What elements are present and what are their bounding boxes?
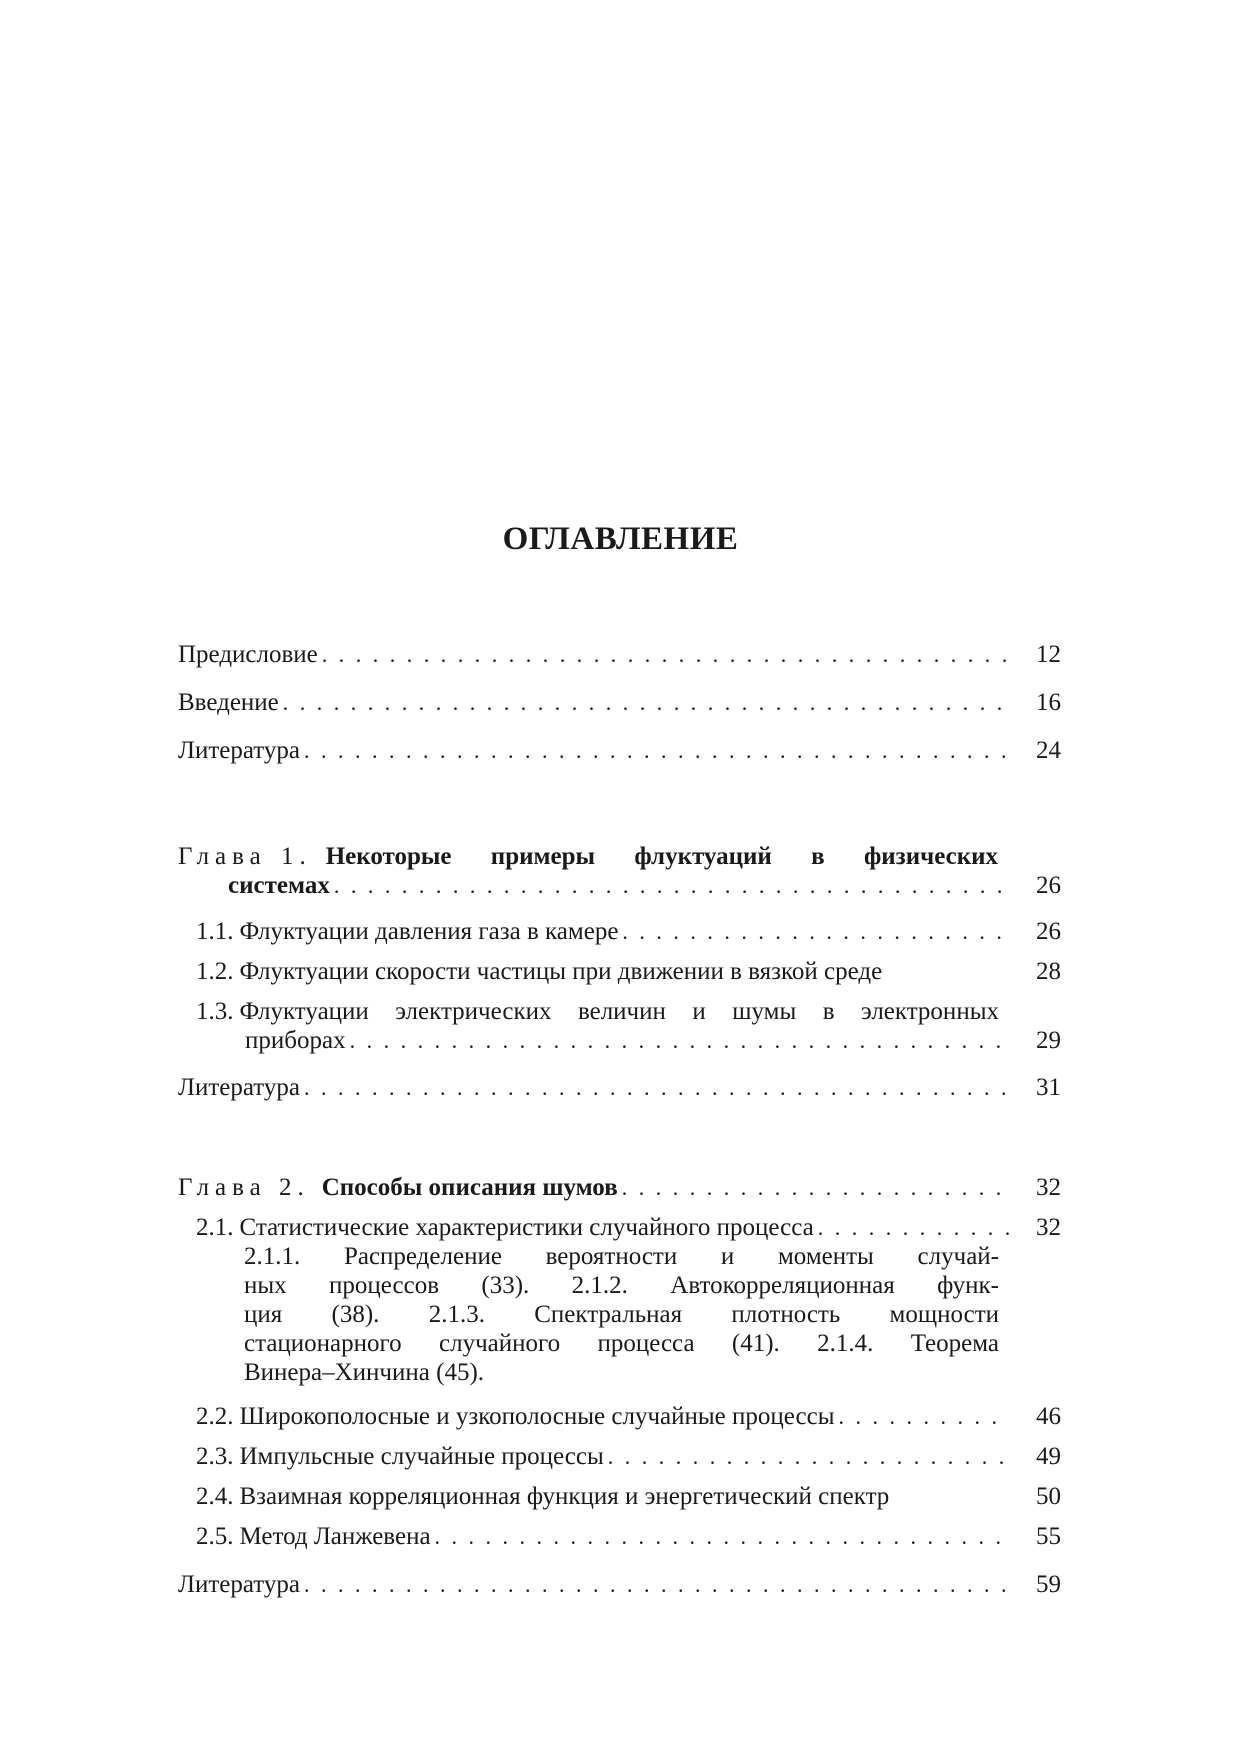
- page-number: 16: [1036, 689, 1061, 716]
- section-label-cont: приборах: [245, 1027, 346, 1054]
- dot-leader: [334, 871, 1010, 900]
- dot-leader: [304, 1073, 1010, 1102]
- subsection-block: [244, 1242, 999, 1387]
- section-number: 1.1.: [196, 918, 234, 945]
- section-line-2: [196, 1026, 1061, 1055]
- section-number: 2.4.: [196, 1483, 234, 1510]
- page-number: 29: [1036, 1027, 1061, 1054]
- section-label: Флуктуации скорости частицы при движении в вязкой среде: [239, 958, 883, 985]
- dot-leader: [304, 736, 1010, 765]
- entry-label: Литература: [178, 1571, 300, 1598]
- section-label: Метод Ланжевена: [239, 1523, 431, 1550]
- chapter-prefix: Глава 1.: [178, 843, 312, 870]
- chapter-title-continuation: [178, 871, 1061, 900]
- section-number: 2.5.: [196, 1523, 234, 1550]
- subsection-line[interactable]: ция (38). 2.1.3. Спектральная плотность мощности: [244, 1301, 999, 1328]
- page-number: 55: [1036, 1523, 1061, 1550]
- section-label: Статистические характеристики случайного процесса: [239, 1214, 814, 1241]
- page-number: 59: [1036, 1571, 1061, 1598]
- entry-label: Литература: [178, 737, 300, 764]
- toc-section-1-3[interactable]: [178, 997, 1061, 1055]
- toc-section-2-1[interactable]: [178, 1213, 1061, 1242]
- subsection-line[interactable]: Винера–Хинчина (45).: [244, 1359, 485, 1386]
- toc-section-1-1[interactable]: [178, 917, 1061, 946]
- toc-entry-introduction[interactable]: [178, 688, 1061, 717]
- entry-label: Литература: [178, 1074, 300, 1101]
- dot-leader: [283, 688, 1010, 717]
- subsection-line[interactable]: стационарного случайного процесса (41). 2.1.4. Теорема: [244, 1330, 999, 1357]
- toc-subsections-2-1: [178, 1242, 1061, 1387]
- page-number: 31: [1036, 1074, 1061, 1101]
- page-number: 32: [1036, 1214, 1061, 1241]
- page-number: 46: [1036, 1403, 1061, 1430]
- subsection-line[interactable]: 2.1.1. Распределение вероятности и моменты случай-: [244, 1243, 999, 1270]
- toc-section-2-2[interactable]: [178, 1402, 1061, 1431]
- page-number: 49: [1036, 1443, 1061, 1470]
- dot-leader: [304, 1570, 1010, 1599]
- dot-leader: [622, 917, 1010, 946]
- chapter-title-line: [178, 842, 998, 871]
- toc-section-2-4[interactable]: [178, 1482, 1061, 1511]
- section-number: 2.2.: [196, 1403, 234, 1430]
- dot-leader: [839, 1402, 1011, 1431]
- subsection-line[interactable]: ных процессов (33). 2.1.2. Автокорреляционная функ-: [244, 1272, 999, 1299]
- page-number: 26: [1036, 872, 1061, 899]
- entry-label: Введение: [178, 689, 279, 716]
- toc-section-2-3[interactable]: [178, 1442, 1061, 1471]
- chapter-title: Некоторые примеры флуктуаций в физических: [325, 843, 998, 870]
- toc-section-1-2[interactable]: [178, 957, 1061, 986]
- section-number: 2.3.: [196, 1443, 234, 1470]
- section-number: 2.1.: [196, 1214, 234, 1241]
- toc-chapter-2[interactable]: [178, 1173, 1061, 1202]
- dot-leader: [818, 1213, 1010, 1242]
- toc-chapter-1[interactable]: [178, 842, 1061, 900]
- toc-entry-literature-2[interactable]: [178, 1570, 1061, 1599]
- section-number: 1.3.: [196, 998, 234, 1025]
- page-number: 50: [1036, 1483, 1061, 1510]
- section-label: Широкополосные и узкополосные случайные процессы: [239, 1403, 835, 1430]
- chapter-prefix: Глава 2.: [178, 1174, 310, 1201]
- section-label: Флуктуации давления газа в камере: [239, 918, 619, 945]
- chapter-title-cont: системах: [228, 872, 330, 899]
- toc-entry-literature-1[interactable]: [178, 1073, 1061, 1102]
- section-line-1: [196, 997, 999, 1026]
- page-title: ОГЛАВЛЕНИЕ: [502, 521, 739, 557]
- dot-leader: [622, 1173, 1010, 1202]
- dot-leader: [350, 1026, 1010, 1055]
- toc-entry-literature[interactable]: [178, 736, 1061, 765]
- chapter-title: Способы описания шумов: [321, 1174, 618, 1201]
- section-label: Импульсные случайные процессы: [239, 1443, 604, 1470]
- page-number: 24: [1036, 737, 1061, 764]
- dot-leader: [435, 1522, 1010, 1551]
- page-number: 28: [1036, 958, 1061, 985]
- page-number: 12: [1036, 641, 1061, 668]
- dot-leader: [608, 1442, 1010, 1471]
- toc-section-2-5[interactable]: [178, 1522, 1061, 1551]
- page-number: 26: [1036, 918, 1061, 945]
- section-number: 1.2.: [196, 958, 234, 985]
- dot-leader: [322, 640, 1010, 669]
- section-label: Взаимная корреляционная функция и энергетический спектр: [239, 1483, 890, 1510]
- page-number: 32: [1036, 1174, 1061, 1201]
- toc-entry-preface[interactable]: [178, 640, 1061, 669]
- section-label: Флуктуации электрических величин и шумы в электронных: [239, 998, 999, 1025]
- entry-label: Предисловие: [178, 641, 318, 668]
